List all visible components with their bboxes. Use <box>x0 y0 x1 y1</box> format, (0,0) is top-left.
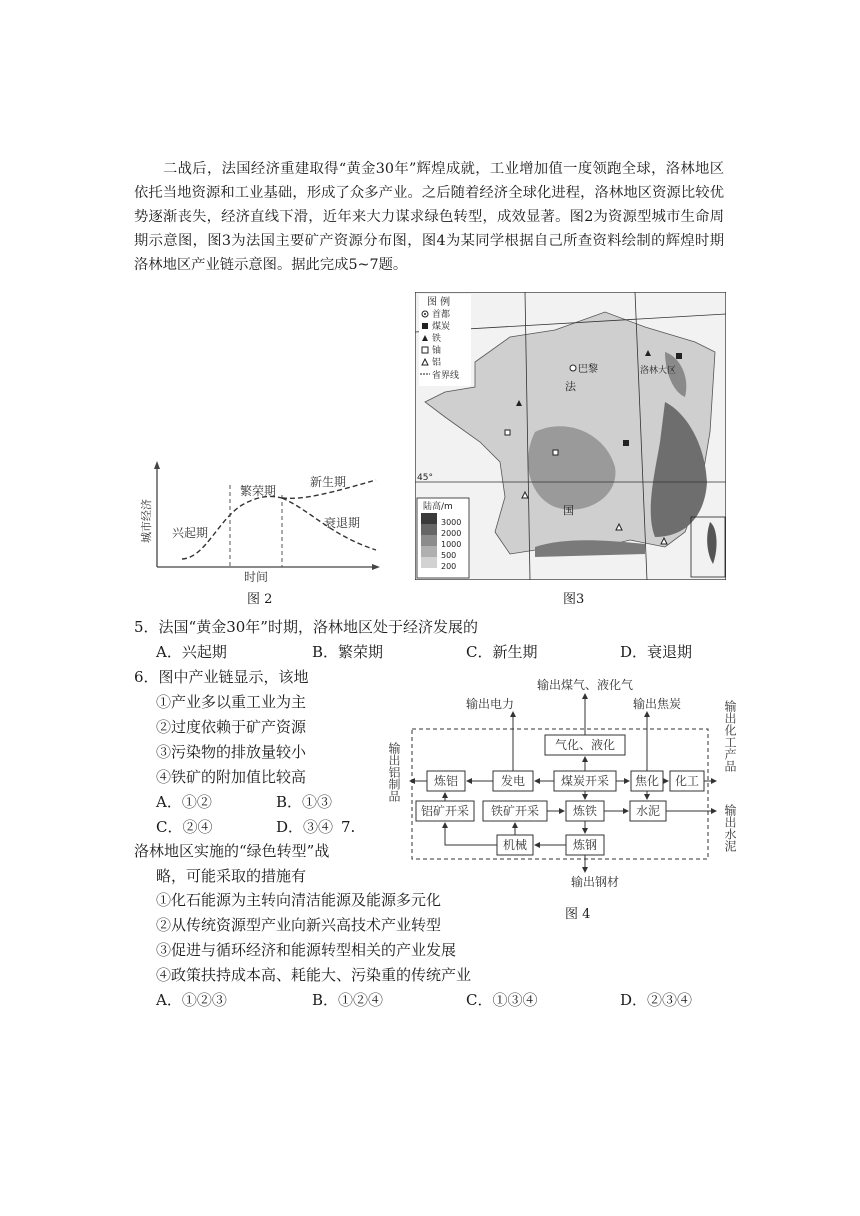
label-iron-smelting: 炼铁 <box>572 804 598 818</box>
elevation-200: 200 <box>441 562 457 571</box>
q5-option-b[interactable]: B．繁荣期 <box>312 643 384 661</box>
uranium-site-west <box>505 430 510 435</box>
stage-label-boom: 繁荣期 <box>240 484 277 498</box>
elevation-1000: 1000 <box>441 540 462 549</box>
stage-label-rise: 兴起期 <box>172 526 209 540</box>
elevation-500: 500 <box>441 551 457 560</box>
q7-number: 7. <box>341 818 356 836</box>
q5-option-c[interactable]: C．新生期 <box>466 643 538 661</box>
q5-option-d[interactable]: D．衰退期 <box>620 643 693 661</box>
output-chemical: 输出化工产品 <box>723 700 737 772</box>
coal-legend-icon <box>422 323 428 329</box>
country-label-guo: 国 <box>563 504 574 517</box>
output-steel: 输出钢材 <box>570 875 620 889</box>
legend-capital: 首都 <box>432 310 451 320</box>
stage-label-renewal: 新生期 <box>310 475 347 489</box>
label-aluminum-mining: 铝矿开采 <box>420 804 470 818</box>
label-coking: 焦化 <box>634 774 660 788</box>
label-cement: 水泥 <box>635 804 661 818</box>
figure-3-caption: 图3 <box>563 592 585 607</box>
q6-item-3: ③污染物的排放量较小 <box>156 743 307 761</box>
legend-title: 图 例 <box>427 297 451 308</box>
output-power: 输出电力 <box>465 697 515 711</box>
x-axis-label: 时间 <box>244 570 269 584</box>
q7-item-3: ③促进与循环经济和能源转型相关的产业发展 <box>156 941 457 959</box>
uranium-legend-icon <box>422 347 428 353</box>
output-gas: 输出煤气、液化气 <box>536 678 634 692</box>
q5-option-a[interactable]: A．兴起期 <box>156 643 227 661</box>
figure-4-caption: 图 4 <box>565 907 591 922</box>
coal-site-central <box>623 440 629 446</box>
paris-label: 巴黎 <box>578 364 598 375</box>
uranium-site-central <box>553 450 558 455</box>
output-coke: 输出焦炭 <box>632 697 682 711</box>
q7-stem-line2: 略，可能采取的措施有 <box>156 867 307 885</box>
country-label-fa: 法 <box>565 380 576 393</box>
output-cement: 输出水泥 <box>723 804 737 852</box>
q7-option-a[interactable]: A．①②③ <box>156 991 227 1009</box>
output-aluminum: 输出铝制品 <box>387 742 401 802</box>
figure-2-caption: 图 2 <box>247 592 273 607</box>
q7-item-4: ④政策扶持成本高、耗能大、污染重的传统产业 <box>156 966 472 984</box>
lorraine-label: 洛林大区 <box>640 366 677 376</box>
elevation-3000: 3000 <box>441 518 462 527</box>
y-axis-label: 城市经济 <box>140 499 153 543</box>
y-axis-arrow <box>154 461 160 469</box>
stage-label-decline: 衰退期 <box>324 516 361 530</box>
label-machinery: 机械 <box>502 838 528 852</box>
q7-option-c[interactable]: C．①③④ <box>466 991 538 1009</box>
q6-item-1: ①产业多以重工业为主 <box>156 693 307 711</box>
legend-iron: 铁 <box>432 334 442 344</box>
label-steelmaking: 炼钢 <box>572 838 598 852</box>
q7-option-b[interactable]: B．①②④ <box>312 991 384 1009</box>
q6-item-2: ②过度依赖于矿产资源 <box>156 718 307 736</box>
label-smelt-aluminum: 炼铝 <box>433 774 459 788</box>
label-coal-mining: 煤炭开采 <box>560 774 610 788</box>
q6-option-c[interactable]: C．②④ <box>156 818 213 836</box>
q5-stem: 5．法国“黄金30年”时期，洛林地区处于经济发展的 <box>134 618 478 636</box>
q6-option-d[interactable]: D．③④ <box>276 818 334 836</box>
intro-paragraph: 二战后，法国经济重建取得“黄金30年”辉煌成就，工业增加值一度领跑全球，洛林地区依托当地资源和工业基础，形成了众多产业。之后随着经济全球化进程，洛林地区资源比较优势逐渐丧失，经济直线下滑，近年来大力谋求绿色转型，成效显著。图2为资源型城市生命周期示意图，图3为法国主要矿产资源分布图，图4为某同学根据自己所查资料绘制的辉煌时期洛林地区产业链示意图。据此完成5~7题。 <box>134 161 724 273</box>
label-iron-mining: 铁矿开采 <box>490 804 540 818</box>
label-chemical: 化工 <box>674 774 700 788</box>
figure-2-lifecycle-diagram <box>130 455 390 585</box>
x-axis-arrow <box>372 564 380 570</box>
q7-option-d[interactable]: D．②③④ <box>620 991 693 1009</box>
figure-4-industry-chain <box>380 672 740 894</box>
q7-item-2: ②从传统资源型产业向新兴高技术产业转型 <box>156 916 442 934</box>
latitude-label: 45° <box>417 473 433 483</box>
q6-item-4: ④铁矿的附加值比较高 <box>156 768 307 786</box>
legend-coal: 煤炭 <box>432 322 451 332</box>
elevation-2000: 2000 <box>441 529 462 538</box>
label-gasification: 气化、液化 <box>554 738 616 752</box>
legend-aluminum: 铝 <box>432 358 442 368</box>
legend-uranium: 铀 <box>432 346 442 356</box>
label-power: 发电 <box>500 774 526 788</box>
q6-stem: 6．图中产业链显示，该地 <box>134 668 309 686</box>
q7-item-1: ①化石能源为主转向清洁能源及能源多元化 <box>156 891 442 909</box>
flow-machinery-to-almine <box>445 823 497 845</box>
elevation-title: 陆高/m <box>423 502 453 512</box>
figure-3-france-map <box>415 292 726 580</box>
q6-option-b[interactable]: B．①③ <box>276 793 333 811</box>
q7-stem-line1: 洛林地区实施的“绿色转型”战 <box>134 842 330 860</box>
paris-symbol <box>570 365 576 371</box>
legend-boundary: 省界线 <box>432 371 460 381</box>
coal-site-lorraine <box>676 353 682 359</box>
q6-option-a[interactable]: A．①② <box>156 793 212 811</box>
